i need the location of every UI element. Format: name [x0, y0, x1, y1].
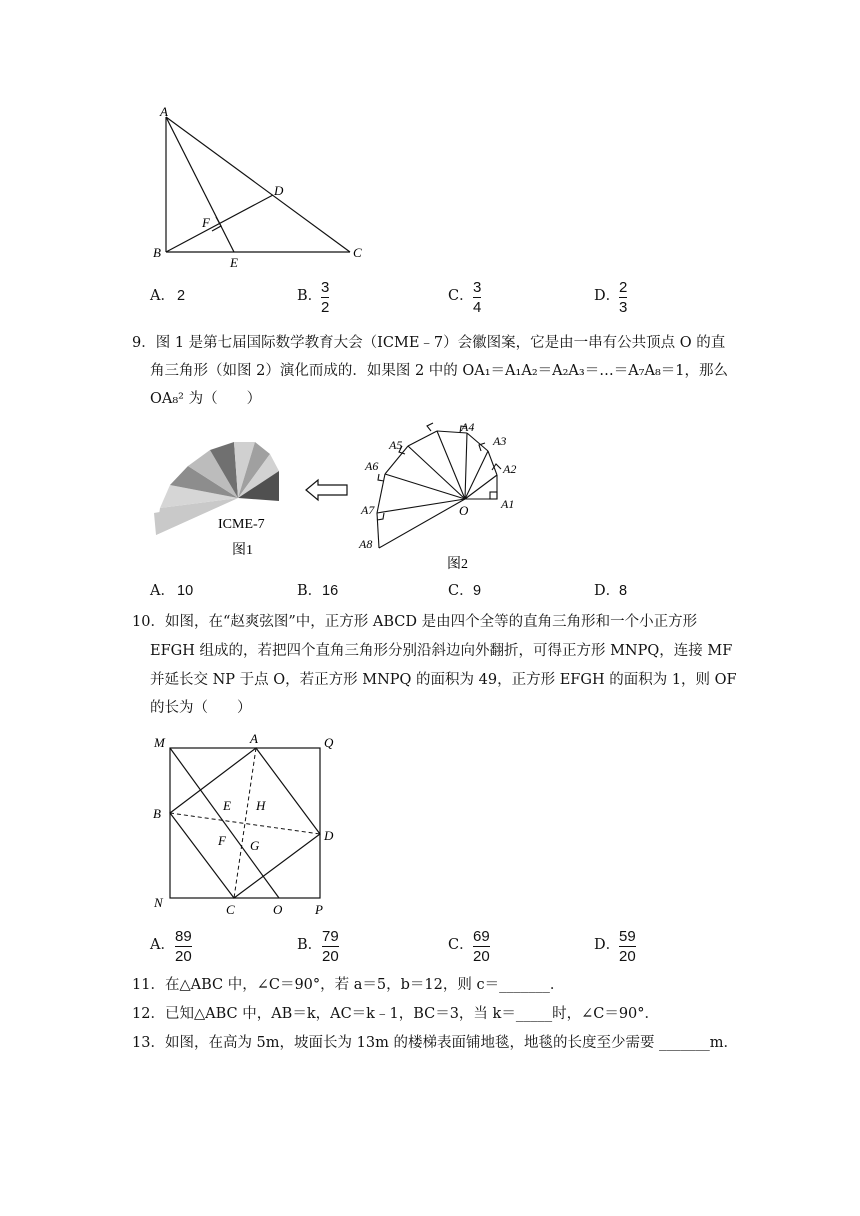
right-angle-mark-f: [212, 217, 221, 231]
option-a-value: 2: [177, 288, 186, 304]
label-f: F: [202, 215, 210, 230]
label-d: D: [324, 828, 334, 843]
label-a6: A6: [365, 459, 379, 473]
label-o: O: [273, 902, 283, 917]
label-e: E: [223, 798, 231, 813]
option-b-fraction: [321, 279, 329, 316]
label-m: M: [154, 735, 165, 750]
label-h: H: [256, 798, 266, 813]
q8-figure: [148, 105, 378, 275]
option-c-label[interactable]: C．: [448, 937, 474, 953]
label-a4: A4: [461, 420, 475, 434]
denominator: 2: [321, 299, 330, 316]
label-b: B: [153, 806, 161, 821]
option-c-label[interactable]: C．: [448, 288, 474, 304]
option-d-label[interactable]: D．: [594, 288, 621, 304]
square-abcd: [170, 748, 320, 898]
numerator: 3: [473, 279, 482, 296]
label-a: A: [160, 105, 168, 119]
denominator: 20: [175, 948, 192, 965]
numerator: 59: [619, 928, 636, 945]
option-a-label[interactable]: A．: [150, 937, 175, 953]
label-a5: A5: [389, 438, 403, 452]
segment-ae: [166, 117, 234, 252]
q10-line-4: 的长为（ ）: [150, 700, 252, 716]
zhao-shuang-figure: [148, 727, 348, 919]
option-b-label[interactable]: B．: [297, 288, 323, 304]
option-c-label[interactable]: C．: [448, 583, 474, 599]
option-a-label[interactable]: A．: [150, 583, 175, 599]
segment-ac: [166, 117, 350, 252]
numerator: 2: [619, 279, 628, 296]
option-c-value: 9: [473, 583, 482, 599]
option-a-value: 10: [177, 583, 194, 599]
q12-text: 12．已知△ABC 中，AB＝k，AC＝k﹣1，BC＝3，当 k＝_____时，∠C＝90°．: [132, 1006, 660, 1022]
label-a7: A7: [361, 503, 375, 517]
label-c: C: [353, 245, 362, 260]
option-d-label[interactable]: D．: [594, 583, 621, 599]
q9-line-1: 9．图 1 是第七届国际数学教育大会（ICME﹣7）会徽图案，它是由一串有公共顶点 O 的直: [132, 335, 726, 351]
q10-line-3: 并延长交 NP 于点 O，若正方形 MNPQ 的面积为 49，正方形 EFGH 的面积为 1，则 OF: [150, 672, 737, 688]
label-b: B: [153, 245, 161, 260]
option-b-value: 16: [322, 583, 339, 599]
label-a8: A8: [359, 537, 373, 551]
q9-line-3: OA₈² 为（ ）: [150, 391, 262, 407]
denominator: 20: [473, 948, 490, 965]
numerator: 89: [175, 928, 192, 945]
option-d-fraction: [619, 279, 627, 316]
label-a2: A2: [503, 462, 517, 476]
q13-text: 13．如图，在高为 5m，坡面长为 13m 的楼梯表面铺地毯，地毯的长度至少需要 _______m．: [132, 1035, 739, 1051]
q9-line-2: 角三角形（如图 2）演化而成的．如果图 2 中的 OA₁＝A₁A₂＝A₂A₃＝…＝A₇A₈＝1，那么: [150, 363, 728, 379]
spiral-triangles-figure: [355, 418, 525, 578]
label-a: A: [250, 731, 258, 746]
option-b-fraction: [322, 928, 339, 965]
q10-line-1: 10．如图，在“赵爽弦图”中，正方形 ABCD 是由四个全等的直角三角形和一个小正方形: [132, 614, 698, 630]
q10-line-2: EFGH 组成的，若把四个直角三角形分别沿斜边向外翻折，可得正方形 MNPQ，连接 MF: [150, 643, 733, 659]
label-a3: A3: [493, 434, 507, 448]
label-a1: A1: [501, 497, 515, 511]
label-p: P: [315, 902, 323, 917]
denominator: 3: [619, 299, 628, 316]
option-d-label[interactable]: D．: [594, 937, 621, 953]
numerator: 79: [322, 928, 339, 945]
option-a-fraction: [175, 928, 192, 965]
fig2-caption: 图2: [447, 557, 468, 572]
label-e: E: [230, 255, 238, 270]
option-b-label[interactable]: B．: [297, 937, 323, 953]
label-d: D: [274, 183, 284, 198]
label-c: C: [226, 902, 235, 917]
label-o: O: [459, 503, 469, 518]
option-b-label[interactable]: B．: [297, 583, 323, 599]
option-a-label[interactable]: A．: [150, 288, 175, 304]
option-d-fraction: [619, 928, 636, 965]
label-g: G: [250, 838, 260, 853]
q11-text: 11．在△ABC 中，∠C＝90°，若 a＝5，b＝12，则 c＝_______．: [132, 977, 565, 993]
icme-logo-figure: [148, 428, 298, 558]
numerator: 3: [321, 279, 330, 296]
segment-mo: [170, 748, 279, 898]
numerator: 69: [473, 928, 490, 945]
denominator: 20: [619, 948, 636, 965]
label-n: N: [154, 895, 163, 910]
option-c-fraction: [473, 928, 490, 965]
denominator: 20: [322, 948, 339, 965]
fig1-caption: 图1: [232, 543, 253, 558]
label-f: F: [218, 833, 226, 848]
label-q: Q: [324, 735, 334, 750]
left-arrow-icon: [304, 478, 350, 502]
option-c-fraction: [473, 279, 481, 316]
square-mnpq: [170, 748, 320, 898]
option-d-value: 8: [619, 583, 628, 599]
logo-text: ICME-7: [218, 517, 265, 532]
denominator: 4: [473, 299, 482, 316]
